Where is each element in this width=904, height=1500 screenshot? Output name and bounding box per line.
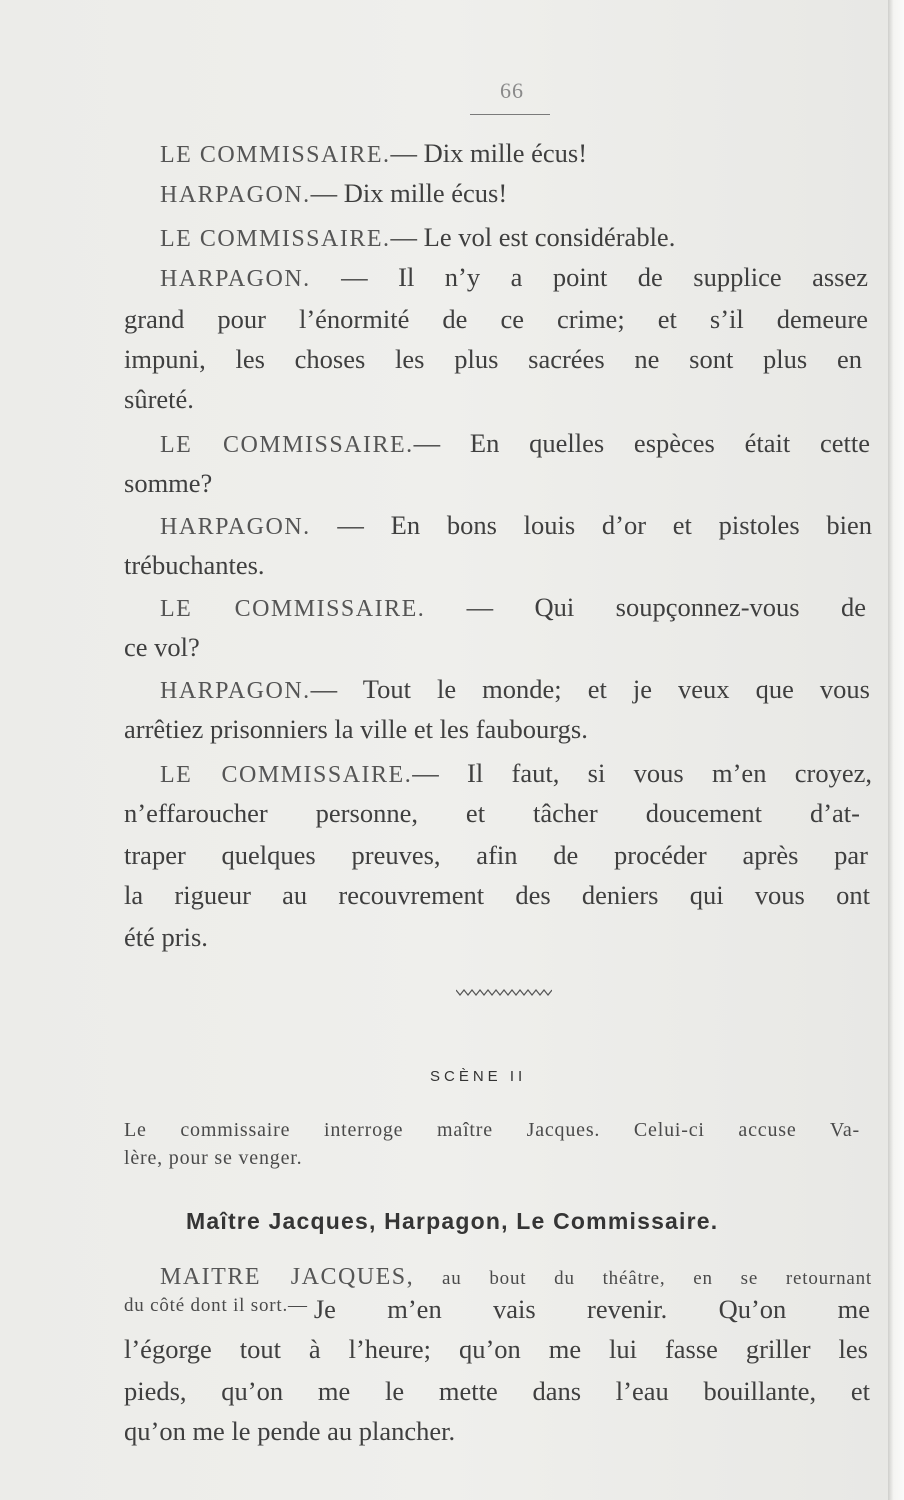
speaker-name: LE COMMISSAIRE.: [160, 596, 426, 622]
dialogue-line: [124, 552, 265, 579]
dash: —: [413, 428, 470, 458]
line-text: Je m’en vais revenir. Qu’on me: [313, 1294, 870, 1324]
line-text: trébuchantes.: [124, 550, 265, 580]
summary-text: lère, pour se venger.: [124, 1147, 303, 1169]
dialogue-line: [124, 716, 588, 743]
dash: —: [425, 592, 535, 622]
dialogue-line: [124, 470, 212, 497]
dialogue-line: [160, 676, 870, 703]
line-text: sûreté.: [124, 384, 194, 414]
summary-text: Le commissaire interroge maître Jacques. Celui-ci accuse Va-: [124, 1119, 860, 1141]
line-text: l’égorge tout à l’heure; qu’on me lui fasse griller les: [124, 1334, 868, 1364]
speaker-name: LE COMMISSAIRE.: [160, 226, 391, 252]
line-text: Qui soupçonnez-vous de: [534, 592, 867, 622]
speech-line: [160, 1262, 872, 1289]
line-text: Le vol est considérable.: [423, 222, 676, 252]
line-text: la rigueur au recouvrement des deniers qui vous ont: [124, 880, 870, 910]
stage-direction: du côté dont il sort.—: [124, 1295, 308, 1316]
line-text: traper quelques preuves, afin de procéder après par: [124, 840, 868, 870]
speaker-name: LE COMMISSAIRE.: [160, 432, 414, 458]
stage-direction: au bout du théâtre, en se retournant: [414, 1268, 872, 1289]
line-text: En bons louis d’or et pistoles bien: [390, 510, 872, 540]
speech-line: [124, 1296, 870, 1323]
dialogue-line: [160, 224, 675, 251]
dash: —: [310, 674, 363, 704]
line-text: Tout le monde; et je veux que vous: [362, 674, 870, 704]
line-text: ce vol?: [124, 632, 200, 662]
scene-cast: Maître Jacques, Harpagon, Le Commissaire.: [186, 1208, 719, 1234]
line-text: arrêtiez prisonniers la ville et les faubourgs.: [124, 714, 588, 744]
dialogue-line: [160, 140, 587, 167]
line-text: impuni, les choses les plus sacrées ne sont plus en: [124, 344, 862, 374]
speaker-name: HARPAGON.: [160, 678, 311, 704]
dialogue-line: [160, 512, 872, 539]
scene-title: SCÈNE II: [430, 1068, 527, 1085]
speaker-name: MAITRE JACQUES,: [160, 1264, 415, 1290]
speaker-name: LE COMMISSAIRE.: [160, 762, 413, 788]
dash: —: [310, 178, 344, 208]
speaker-name: LE COMMISSAIRE.: [160, 142, 391, 168]
line-text: Il faut, si vous m’en croyez,: [467, 758, 872, 788]
page-edge: [888, 0, 904, 1500]
zigzag-ornament: [456, 988, 552, 998]
speaker-name: HARPAGON.: [160, 266, 311, 292]
speaker-name: HARPAGON.: [160, 514, 311, 540]
scene-summary-line: [124, 1148, 302, 1168]
speech-line: [124, 1336, 868, 1363]
dialogue-line: [124, 924, 208, 951]
line-text: Dix mille écus!: [423, 138, 588, 168]
dialogue-line: [124, 842, 868, 869]
dialogue-line: [124, 306, 868, 333]
dash: —: [310, 262, 399, 292]
speech-line: [124, 1418, 455, 1445]
dialogue-line: [124, 634, 200, 661]
dialogue-line: [160, 760, 872, 787]
dialogue-line: [160, 430, 870, 457]
dash: —: [390, 222, 424, 252]
line-text: Dix mille écus!: [343, 178, 508, 208]
dialogue-line: [124, 882, 870, 909]
line-text: somme?: [124, 468, 213, 498]
dash: —: [390, 138, 424, 168]
page-number-rule: [470, 114, 550, 115]
scene-summary-line: [124, 1120, 860, 1140]
dialogue-line: [160, 594, 866, 621]
line-text: En quelles espèces était cette: [469, 428, 870, 458]
line-text: Il n’y a point de supplice assez: [398, 262, 869, 292]
line-text: grand pour l’énormité de ce crime; et s’il demeure: [124, 304, 868, 334]
line-text: été pris.: [124, 922, 208, 952]
dash: —: [310, 510, 391, 540]
dialogue-line: [160, 264, 868, 291]
dialogue-line: [160, 180, 507, 207]
page-number: 66: [500, 78, 524, 103]
line-text: n’effaroucher personne, et tâcher doucement d’at-: [124, 798, 860, 828]
dialogue-line: [124, 800, 860, 827]
speaker-name: HARPAGON.: [160, 182, 311, 208]
dash: —: [412, 758, 468, 788]
line-text: qu’on me le pende au plancher.: [124, 1416, 456, 1446]
line-text: pieds, qu’on me le mette dans l’eau bouillante, et: [124, 1376, 870, 1406]
dialogue-line: [124, 386, 194, 413]
speech-line: [124, 1378, 870, 1405]
dialogue-line: [124, 346, 862, 373]
